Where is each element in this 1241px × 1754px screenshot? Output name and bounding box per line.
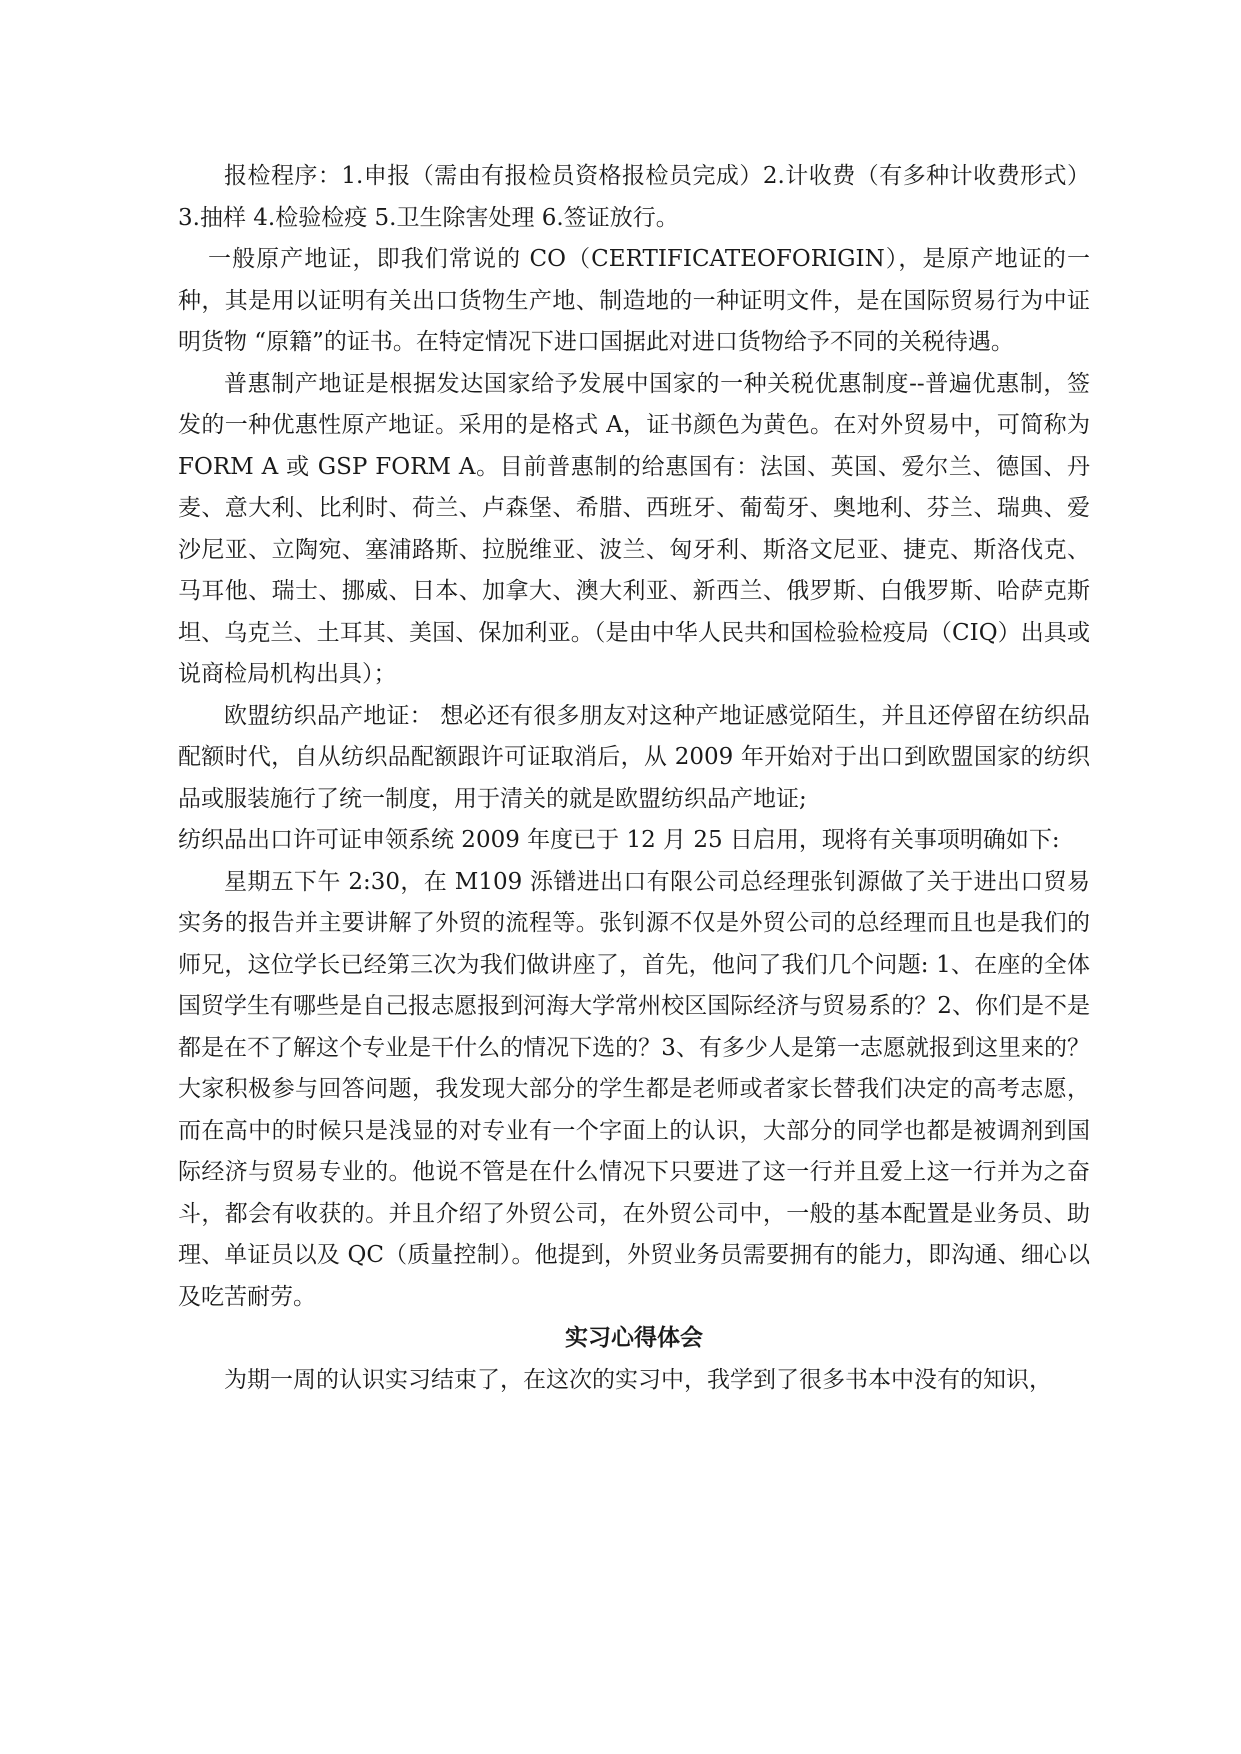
document-body (178, 156, 1090, 1401)
paragraph-textile-license-system: 纺织品出口许可证申领系统 2009 年度已于 12 月 25 日启用，现将有关事项明确如下: (178, 827, 1060, 853)
paragraph-certificate-of-origin: 一般原产地证，即我们常说的 CO（CERTIFICATEOFORIGIN），是原产地证的一种，其是用以证明有关出口货物生产地、制造地的一种证明文件，是在国际贸易行为中证明货物 “原籍”的证书。在特定情况下进口国据此对进口货物给予不同的关税待遇。 (178, 246, 1090, 355)
paragraph-gsp-certificate: 普惠制产地证是根据发达国家给予发展中国家的一种关税优惠制度--普遍优惠制，签发的一种优惠性原产地证。采用的是格式 A，证书颜色为黄色。在对外贸易中，可简称为 FORM A 或 GSP FORM A。目前普惠制的给惠国有：法国、英国、爱尔兰、德国、丹麦、意大利、比利时、荷兰、卢森堡、希腊、西班牙、葡萄牙、奥地利、芬兰、瑞典、爱沙尼亚、立陶宛、塞浦路斯、拉脱维亚、波兰、匈牙利、斯洛文尼亚、捷克、斯洛伐克、马耳他、瑞士、挪威、日本、加拿大、澳大利亚、新西兰、俄罗斯、白俄罗斯、哈萨克斯坦、乌克兰、土耳其、美国、保加利亚。（是由中华人民共和国检验检疫局（CIQ）出具或说商检局机构出具）； (178, 370, 1090, 687)
paragraph-internship-reflection: 为期一周的认识实习结束了，在这次的实习中，我学到了很多书本中没有的知识， (224, 1366, 1052, 1393)
paragraph-lecture-report: 星期五下午 2:30，在 M109 泺镨进出口有限公司总经理张钊源做了关于进出口贸易实务的报告并主要讲解了外贸的流程等。张钊源不仅是外贸公司的总经理而且也是我们的师兄，这位学长已经第三次为我们做讲座了，首先，他问了我们几个问题: 1、在座的全体国贸学生有哪些是自己报志愿报到河海大学常州校区国际经济与贸易系的？2、你们是不是都是在不了解这个专业是干什么的情况下选的？3、有多少人是第一志愿就报到这里来的？大家积极参与回答问题，我发现大部分的学生都是老师或者家长替我们决定的高考志愿，而在高中的时候只是浅显的对专业有一个字面上的认识，大部分的同学也都是被调剂到国际经济与贸易专业的。他说不管是在什么情况下只要进了这一行并且爱上这一行并为之奋斗，都会有收获的。并且介绍了外贸公司，在外贸公司中，一般的基本配置是业务员、助理、单证员以及 QC（质量控制）。他提到，外贸业务员需要拥有的能力，即沟通、细心以及吃苦耐劳。 (178, 868, 1090, 1310)
section-heading: 实习心得体会 (565, 1325, 703, 1351)
paragraph-eu-textile-certificate: 欧盟纺织品产地证： 想必还有很多朋友对这种产地证感觉陌生，并且还停留在纺织品配额时代，自从纺织品配额跟许可证取消后，从 2009 年开始对于出口到欧盟国家的纺织品或服装施行了统一制度，用于清关的就是欧盟纺织品产地证; (178, 702, 1090, 812)
paragraph-inspection-procedure: 报检程序：1.申报（需由有报检员资格报检员完成）2.计收费（有多种计收费形式）3.抽样 4.检验检疫 5.卫生除害处理 6.签证放行。 (178, 163, 1090, 231)
